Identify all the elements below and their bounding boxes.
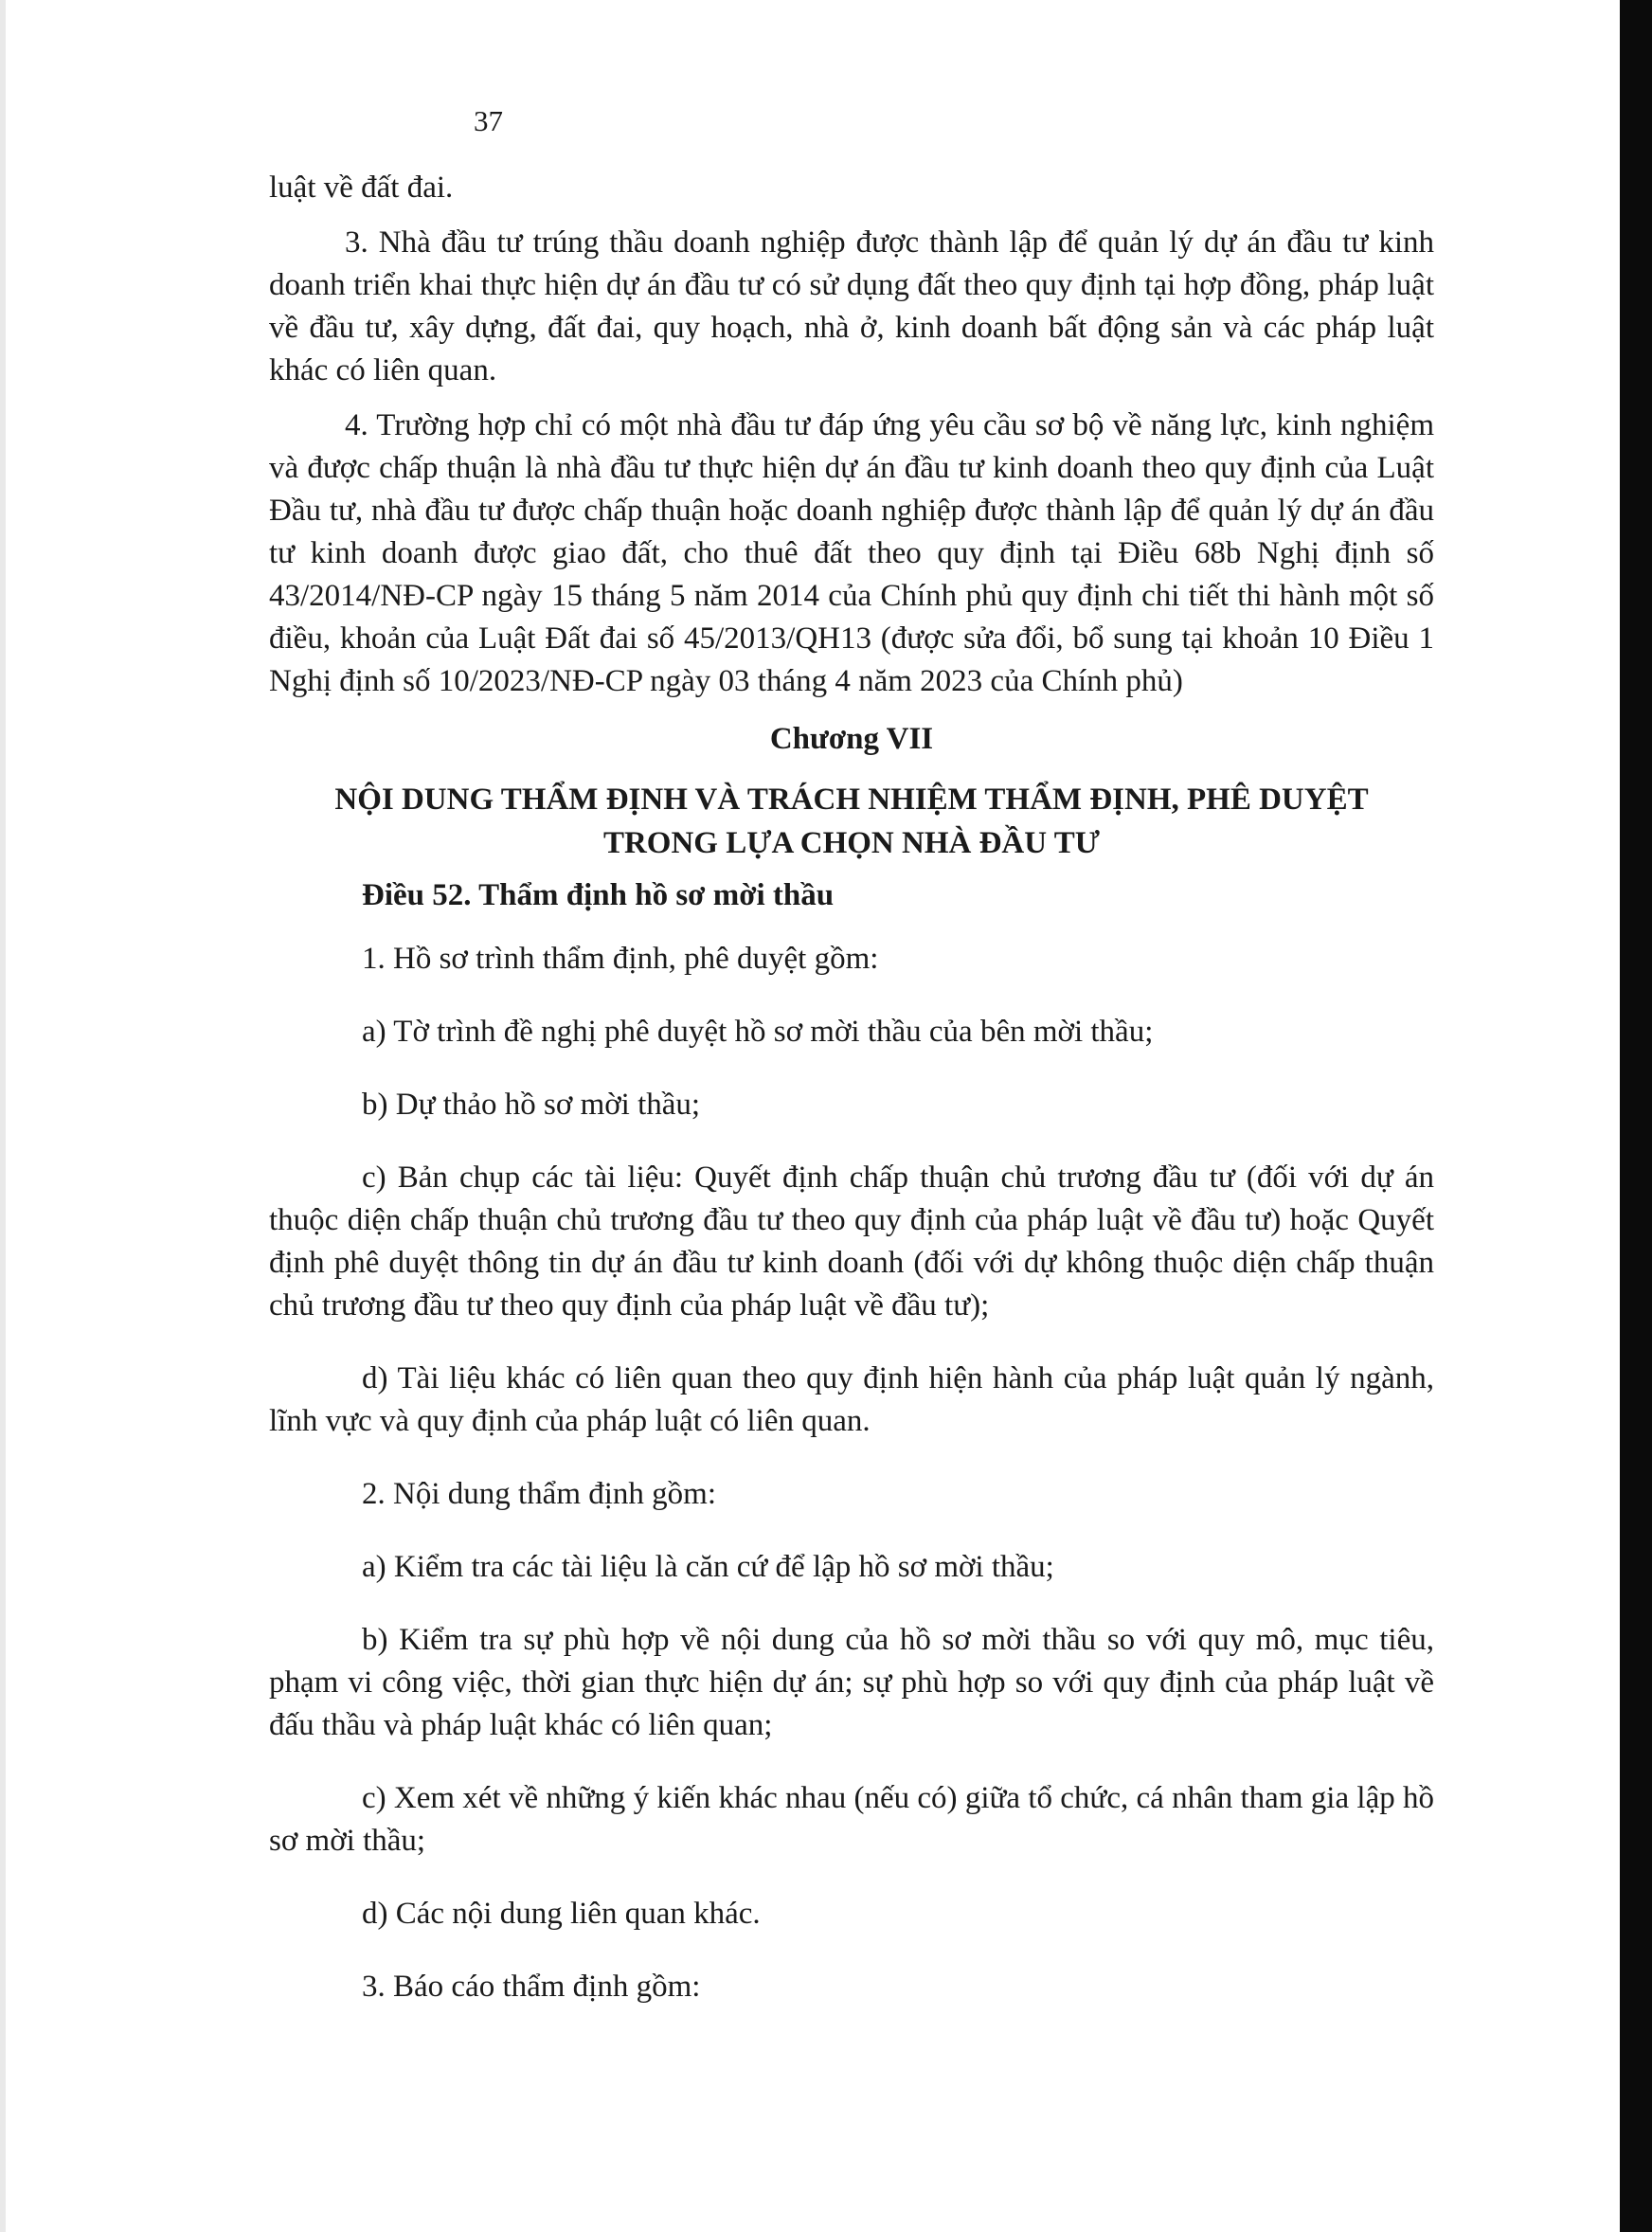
article-item: c) Bản chụp các tài liệu: Quyết định chấp thuận chủ trương đầu tư (đối với dự án thuộc diện chấp thuận chủ trương đầu tư theo quy định của pháp luật về đầu tư) hoặc Quyết định phê duyệt thông tin dự án đầu tư kinh doanh (đối với dự không thuộc diện chấp thuận chủ trương đầu tư theo quy định của pháp luật về đầu tư); xyxy=(269,1161,1434,1323)
article-item: d) Các nội dung liên quan khác. xyxy=(362,1897,761,1931)
paragraph-clause-3: 3. Nhà đầu tư trúng thầu doanh nghiệp được thành lập để quản lý dự án đầu tư kinh doanh triển khai thực hiện dự án đầu tư có sử dụng đất theo quy định tại hợp đồng, pháp luật về đầu tư, xây dựng, đất đai, quy hoạch, nhà ở, kinh doanh bất động sản và các pháp luật khác có liên quan. xyxy=(269,225,1434,387)
article-item: b) Kiểm tra sự phù hợp về nội dung của hồ sơ mời thầu so với quy mô, mục tiêu, phạm vi công việc, thời gian thực hiện dự án; sự phù hợp so với quy định của pháp luật về đấu thầu và pháp luật khác có liên quan; xyxy=(269,1623,1434,1742)
paragraph-clause-4: 4. Trường hợp chỉ có một nhà đầu tư đáp ứng yêu cầu sơ bộ về năng lực, kinh nghiệm và được chấp thuận là nhà đầu tư thực hiện dự án đầu tư kinh doanh theo quy định của Luật Đầu tư, nhà đầu tư được chấp thuận hoặc doanh nghiệp được thành lập để quản lý dự án đầu tư kinh doanh được giao đất, cho thuê đất theo quy định tại Điều 68b Nghị định số 43/2014/NĐ-CP ngày 15 tháng 5 năm 2014 của Chính phủ quy định chi tiết thi hành một số điều, khoản của Luật Đất đai số 45/2013/QH13 (được sửa đổi, bổ sung tại khoản 10 Điều 1 Nghị định số 10/2023/NĐ-CP ngày 03 tháng 4 năm 2023 của Chính phủ) xyxy=(269,408,1434,698)
article-item: 2. Nội dung thẩm định gồm: xyxy=(362,1477,716,1511)
document-page xyxy=(269,93,1434,2008)
page-number: 37 xyxy=(474,104,503,137)
article-item: a) Tờ trình đề nghị phê duyệt hồ sơ mời thầu của bên mời thầu; xyxy=(362,1015,1154,1049)
article-item: c) Xem xét về những ý kiến khác nhau (nếu có) giữa tổ chức, cá nhân tham gia lập hồ sơ mời thầu; xyxy=(269,1781,1434,1858)
article-item: 1. Hồ sơ trình thẩm định, phê duyệt gồm: xyxy=(362,942,879,976)
scan-right-edge xyxy=(1620,0,1652,2232)
article-item: a) Kiểm tra các tài liệu là căn cứ để lập hồ sơ mời thầu; xyxy=(362,1550,1054,1584)
scan-left-edge xyxy=(0,0,6,2232)
paragraph-continuation: luật về đất đai. xyxy=(269,171,454,205)
chapter-title: NỘI DUNG THẨM ĐỊNH VÀ TRÁCH NHIỆM THẨM ĐỊNH, PHÊ DUYỆT TRONG LỰA CHỌN NHÀ ĐẦU TƯ xyxy=(334,783,1369,860)
article-item: 3. Báo cáo thẩm định gồm: xyxy=(362,1970,701,2004)
article-item: d) Tài liệu khác có liên quan theo quy định hiện hành của pháp luật quản lý ngành, lĩnh vực và quy định của pháp luật có liên quan. xyxy=(269,1361,1434,1438)
chapter-label: Chương VII xyxy=(769,722,934,756)
article-heading: Điều 52. Thẩm định hồ sơ mời thầu xyxy=(362,878,835,912)
article-item: b) Dự thảo hồ sơ mời thầu; xyxy=(362,1088,701,1122)
